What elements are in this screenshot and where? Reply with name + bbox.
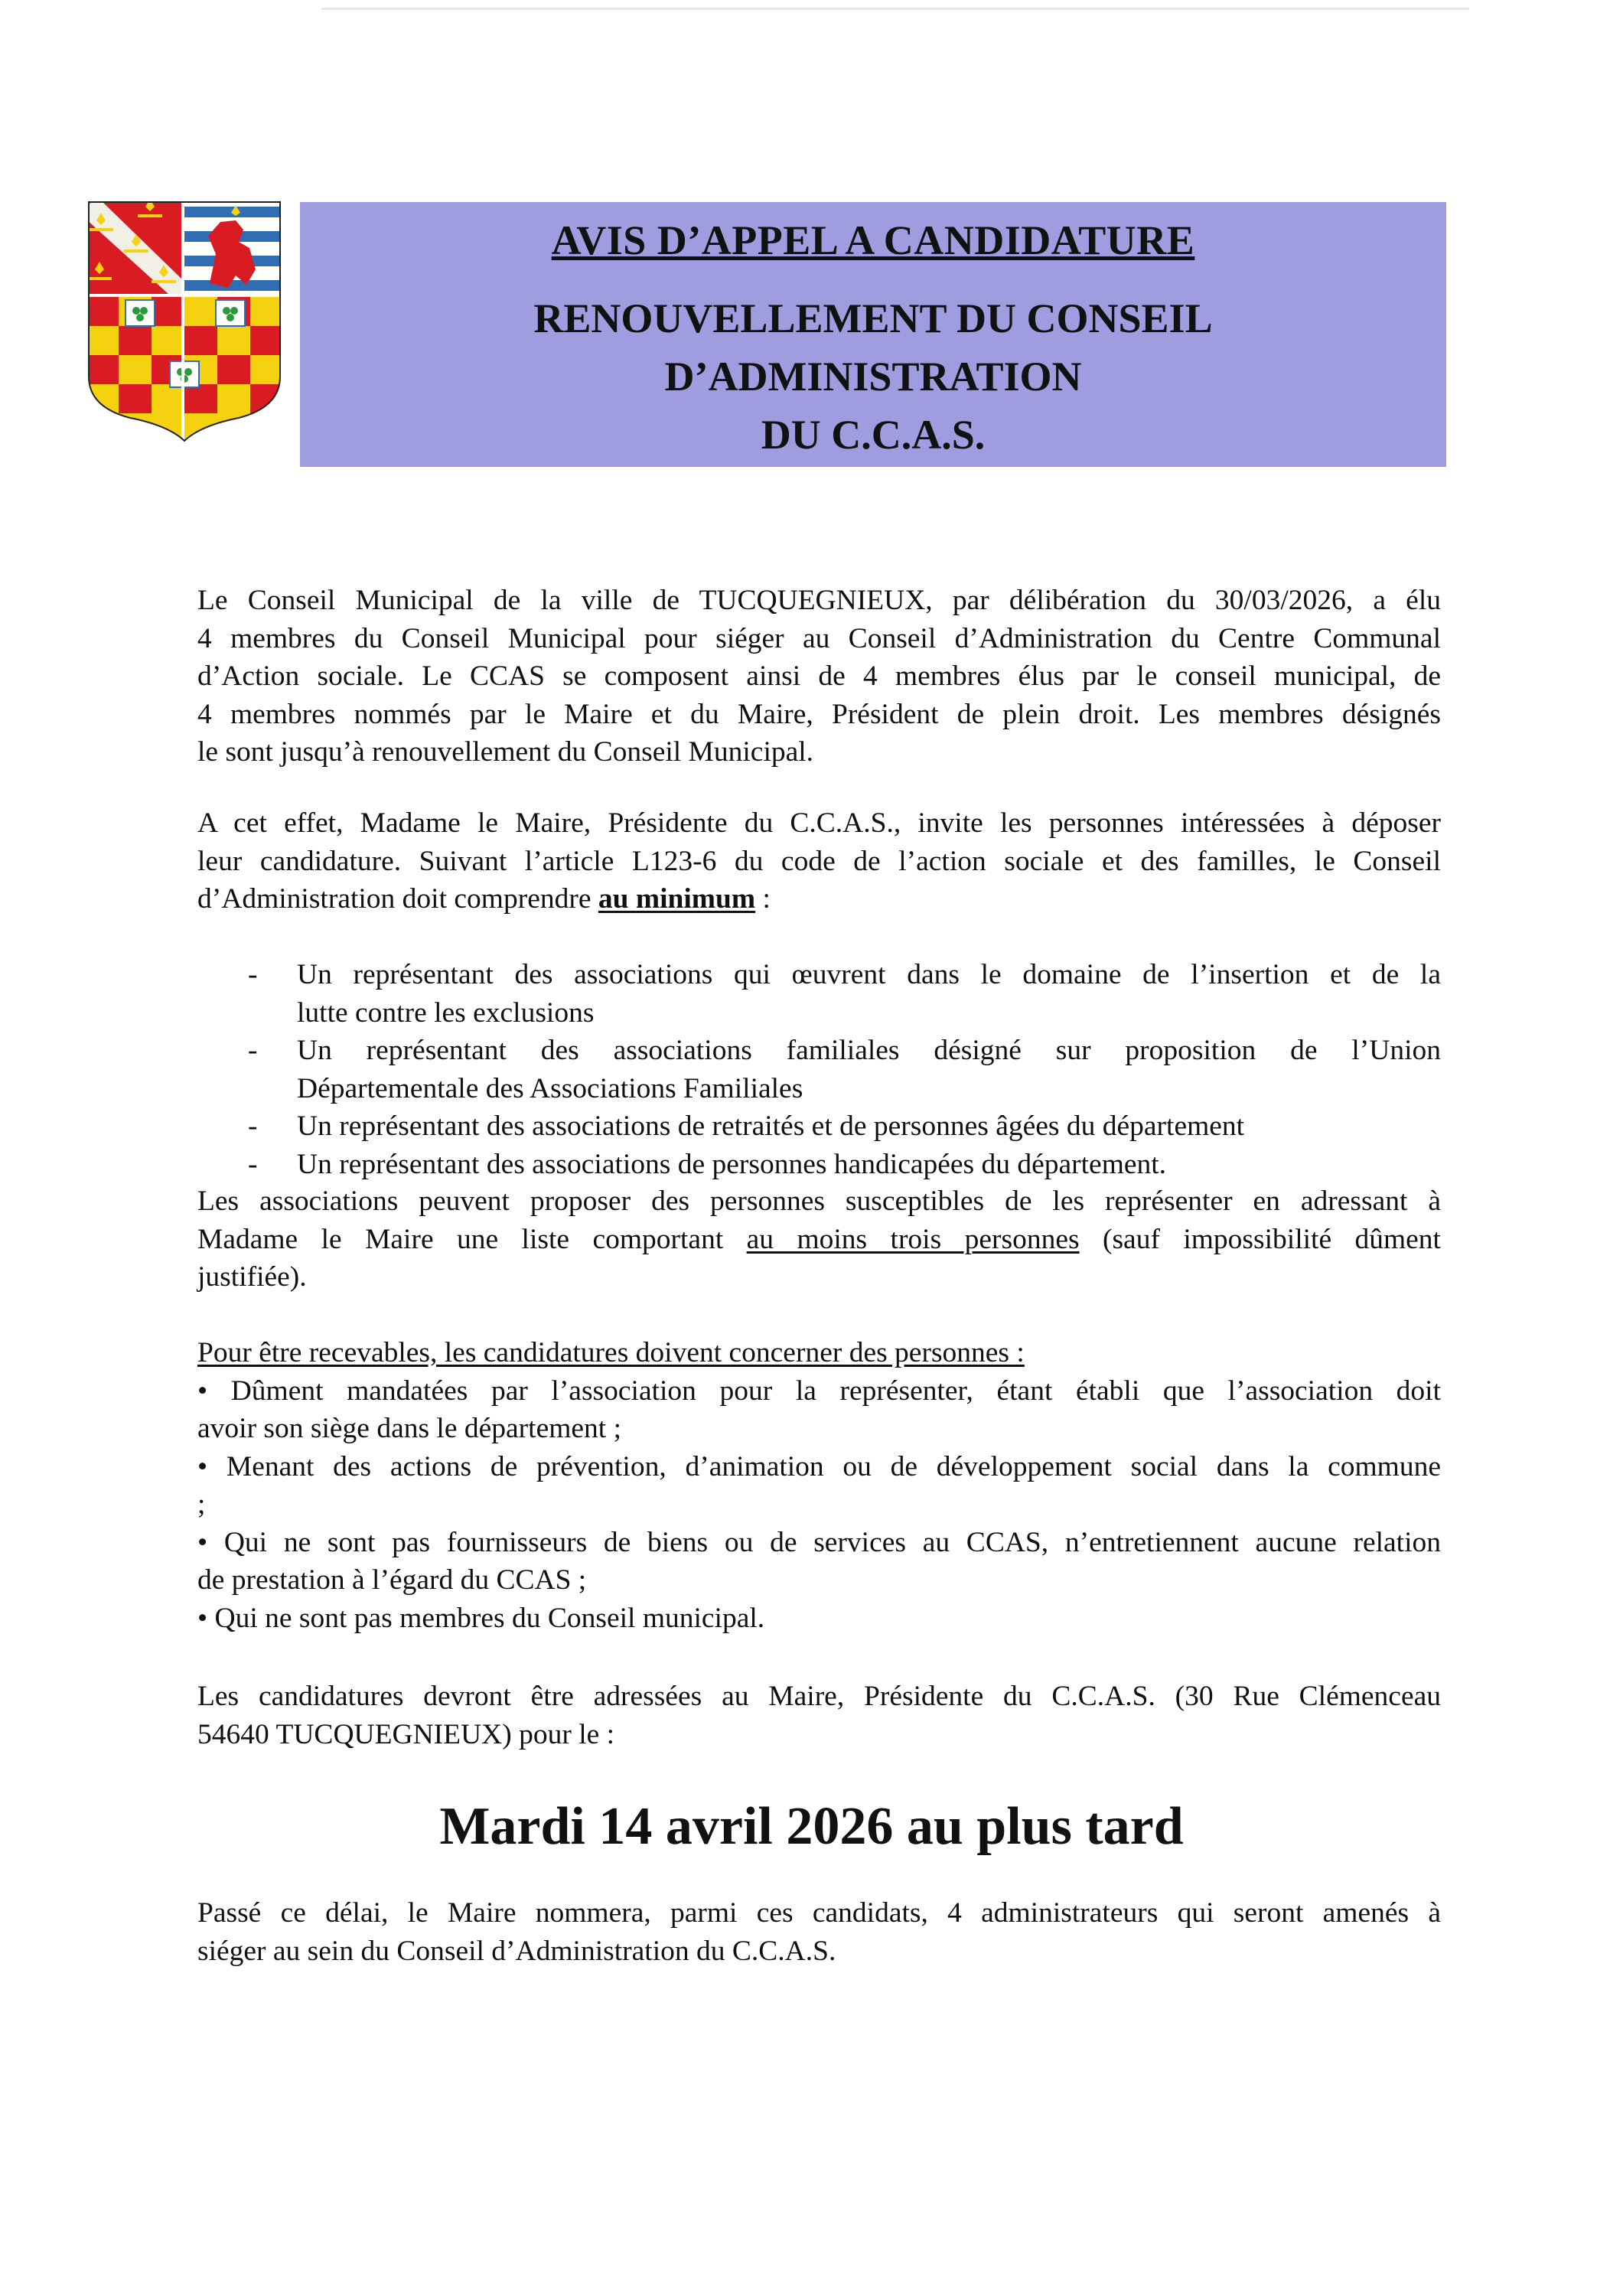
title-banner bbox=[300, 202, 1446, 467]
invitation-paragraph: A cet effet, Madame le Maire, Présidente du C.C.A.S., invite les personnes intéressées à déposer leur candidature. Suivant l’article L123-6 du code de l’action sociale et des familles, le Conseil d’Administration doit comprendre au minimum : bbox=[197, 807, 1441, 915]
address-paragraph: Les candidatures devront être adressées au Maire, Présidente du C.C.A.S. (30 Rue Clémenceau 54640 TUCQUEGNIEUX) pour le : bbox=[197, 1681, 1441, 1750]
scan-edge-line bbox=[321, 8, 1469, 10]
notice-title: AVIS D’APPEL A CANDIDATURE bbox=[551, 217, 1195, 263]
list-item: - Un représentant des associations qui œuvrent dans le domaine de l’insertion et de la lutte contre les exclusions bbox=[248, 959, 1441, 1029]
associations-paragraph: Les associations peuvent proposer des personnes susceptibles de les représenter en adressant à Madame le Maire une liste comportant au moins trois personnes (sauf impossibilité dûment justifiée). bbox=[197, 1186, 1441, 1293]
closing-paragraph: Passé ce délai, le Maire nommera, parmi ces candidats, 4 administrateurs qui seront amenés à siéger au sein du Conseil d’Administration du C.C.A.S. bbox=[197, 1897, 1441, 1967]
intro-paragraph: Le Conseil Municipal de la ville de TUCQUEGNIEUX, par délibération du 30/03/2026, a élu 4 membres du Conseil Municipal pour siéger au Conseil d’Administration du Centre Communal d’Action sociale. Le CCAS se composent ainsi de 4 membres élus par le conseil municipal, de 4 membres nommés par le Maire et du Maire, Président de plein droit. Les membres désignés le sont jusqu’à renouvellement du Conseil Municipal. bbox=[197, 585, 1441, 768]
list-item: - Un représentant des associations de personnes handicapées du département. bbox=[248, 1148, 1167, 1180]
list-item: - Un représentant des associations familiales désigné sur proposition de l’Union Départementale des Associations Familiales bbox=[248, 1035, 1441, 1104]
conditions-heading: Pour être recevables, les candidatures doivent concerner des personnes : bbox=[197, 1337, 1025, 1368]
deadline-date: Mardi 14 avril 2026 au plus tard bbox=[439, 1797, 1184, 1856]
list-item: - Un représentant des associations de retraités et de personnes âgées du département bbox=[248, 1110, 1245, 1142]
conditions-section: Pour être recevables, les candidatures doivent concerner des personnes : • Dûment mandatées par l’association pour la représenter, étant établi que l’association doit avoir son siège dans le département ; • Menant des actions de prévention, d’animation ou de développement social dans la commune ; • Qui ne sont pas fournisseurs de biens ou de services au CCAS, n’entretiennent aucune relation de prestation à l’égard du CCAS ; • Qui ne sont pas membres du Conseil municipal. bbox=[197, 1337, 1441, 1634]
representatives-list bbox=[197, 956, 1441, 1183]
notice-subtitle: RENOUVELLEMENT DU CONSEIL D’ADMINISTRATION DU C.C.A.S. bbox=[533, 295, 1213, 458]
coat-of-arms-icon bbox=[86, 199, 283, 442]
